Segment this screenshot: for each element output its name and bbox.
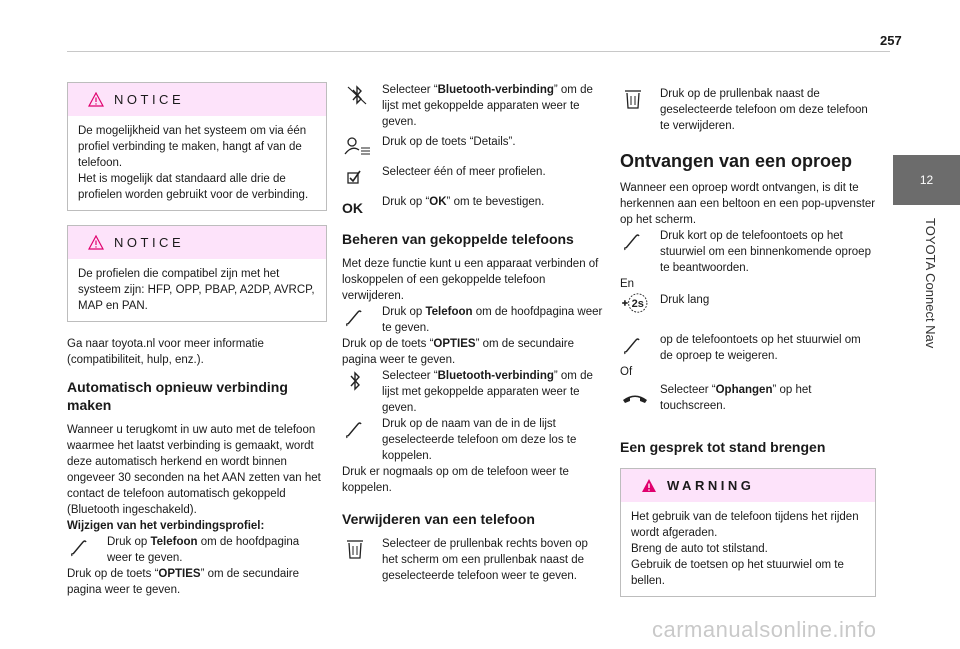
intro-text: Ga naar toyota.nl voor meer informatie (compatibiliteit, hulp, enz.). — [67, 338, 264, 366]
touch-finger-icon — [620, 334, 650, 356]
instruction-step: Selecteer één of meer profielen. — [342, 164, 604, 180]
notice-box-2 — [67, 225, 327, 322]
instruction-step: Selecteer “Bluetooth-verbinding” om de lijst met gekoppelde apparaten weer te geven. — [342, 368, 604, 416]
instruction-step: Selecteer “Ophangen” op het touchscreen. — [620, 382, 876, 414]
watermark: carmanualsonline.info — [652, 617, 877, 642]
chapter-title: TOYOTA Connect Nav — [923, 218, 938, 349]
warning-triangle-icon — [88, 235, 104, 250]
notice-label: NOTICE — [114, 91, 185, 107]
page-number: 257 — [880, 33, 902, 48]
trash-icon — [620, 88, 650, 110]
instruction-step: Druk op de prullenbak naast de geselecteerde telefoon om deze telefoon te verwijderen. — [620, 86, 876, 134]
notice-text-2: Het is mogelijk dat standaard alle drie de profielen worden gebruikt voor de verbinding. — [78, 173, 309, 201]
instruction-step: op de telefoontoets op het stuurwiel om de oproep te weigeren. — [620, 332, 876, 364]
instruction-step: Druk kort op de telefoontoets op het stuurwiel om een binnenkomende oproep te beantwoorden. — [620, 228, 876, 276]
header-rule — [67, 51, 890, 52]
warning-text-2: Breng de auto tot stilstand. — [631, 543, 768, 555]
instruction-step: Selecteer de prullenbak rechts boven op het scherm om een prullenbak naast de geselecteerde telefoon weer te geven. — [342, 536, 604, 584]
subheading: Wijzigen van het verbindingsprofiel: — [67, 520, 265, 532]
notice-text: De mogelijkheid van het systeem om via één profiel verbinding te maken, hangt af van de telefoon. — [78, 125, 307, 169]
section-heading: Een gesprek tot stand brengen — [620, 439, 826, 455]
bluetooth-crossed-icon — [342, 84, 372, 106]
details-list-icon — [342, 136, 372, 158]
chapter-tab: 12 — [893, 155, 960, 205]
connector-text: En — [620, 278, 635, 290]
trash-icon — [342, 538, 372, 560]
warning-triangle-icon — [88, 92, 104, 107]
column-1 — [67, 82, 327, 598]
body-text: Wanneer u terugkomt in uw auto met de telefoon waarmee het laatst verbinding is gemaakt, wordt deze automatisch herkend en wordt binnen ongeveer 30 seconden na het AAN zetten van het contact de telefoon automatisch gekoppeld (Bluetooth ingeschakeld). — [67, 424, 321, 516]
notice-text: De profielen die compatibel zijn met het systeem zijn: HFP, OPP, PBAP, A2DP, AVRCP, MAP en PAN. — [78, 268, 315, 312]
section-heading: Verwijderen van een telefoon — [342, 511, 535, 527]
body-text: Met deze functie kunt u een apparaat verbinden of loskoppelen of een gekoppelde telefoon verwijderen. — [342, 258, 599, 302]
section-heading: Beheren van gekoppelde telefoons — [342, 231, 574, 247]
instruction-step: Druk op de naam van de in de lijst geselecteerde telefoon om deze los te koppelen. — [342, 416, 604, 464]
column-2 — [342, 82, 604, 584]
touch-finger-icon — [342, 418, 372, 440]
checkbox-icon — [342, 166, 372, 188]
warning-text: Het gebruik van de telefoon tijdens het rijden wordt afgeraden. — [631, 511, 859, 539]
section-heading: Ontvangen van een oproep — [620, 151, 853, 171]
instruction-text: Druk op de toets “OPTIES” om de secundaire pagina weer te geven. — [67, 568, 300, 596]
touch-finger-icon — [67, 536, 97, 558]
instruction-text: Druk op de toets “OPTIES” om de secundaire pagina weer te geven. — [342, 338, 575, 366]
notice-box-1 — [67, 82, 327, 211]
connector-text: Of — [620, 366, 633, 378]
touch-finger-icon — [620, 230, 650, 252]
instruction-text: Druk er nogmaals op om de telefoon weer te koppelen. — [342, 466, 569, 494]
warning-box — [620, 468, 876, 597]
instruction-step: Druk op de toets “Details”. — [342, 134, 604, 150]
warning-triangle-icon — [641, 478, 657, 493]
instruction-step: Druk op Telefoon om de hoofdpagina weer te geven. — [342, 304, 604, 336]
warning-text-3: Gebruik de toetsen op het stuurwiel om te bellen. — [631, 559, 844, 587]
warning-label: WARNING — [667, 477, 755, 493]
ok-icon: OK — [342, 200, 363, 216]
press-2s-icon — [620, 292, 650, 314]
instruction-step: Selecteer “Bluetooth-verbinding” om de lijst met gekoppelde apparaten weer te geven. — [342, 82, 604, 130]
body-text: Wanneer een oproep wordt ontvangen, is dit te herkennen aan een beltoon en een pop-upvenster op het scherm. — [620, 182, 876, 226]
press-duration-label: 2s — [631, 298, 644, 311]
touch-finger-icon — [342, 306, 372, 328]
instruction-step: 2s Druk lang — [620, 292, 876, 318]
instruction-step: OK Druk op “OK” om te bevestigen. — [342, 194, 604, 210]
column-3 — [620, 82, 876, 611]
bluetooth-icon — [342, 370, 372, 392]
hang-up-icon — [620, 388, 650, 410]
section-heading: Automatisch opnieuw verbinding maken — [67, 379, 288, 413]
notice-label: NOTICE — [114, 234, 185, 250]
instruction-step: Druk op Telefoon om de hoofdpagina weer te geven. — [67, 534, 327, 566]
